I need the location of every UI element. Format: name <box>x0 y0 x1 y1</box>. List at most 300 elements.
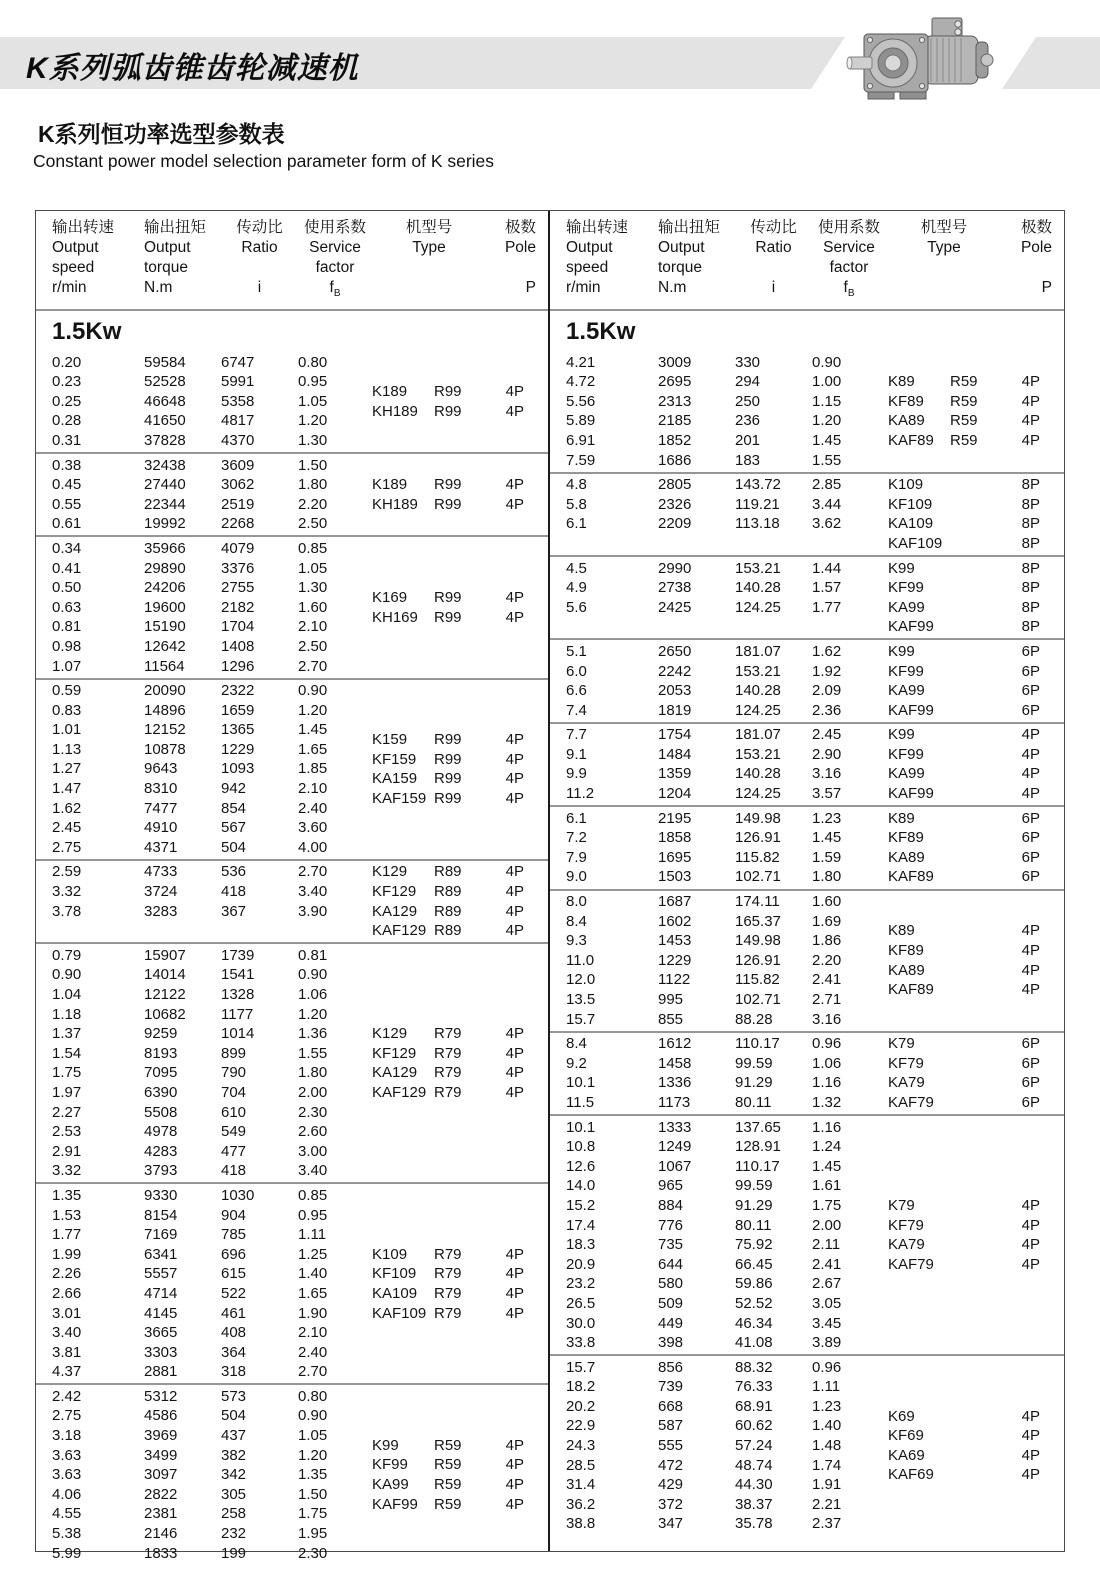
model-name: KF89 <box>888 829 924 847</box>
ratio-value: 41.08 <box>735 1334 773 1352</box>
type-row <box>372 1245 524 1265</box>
table-row <box>52 431 372 451</box>
torque-value: 3009 <box>658 353 692 371</box>
table-row <box>52 965 372 985</box>
pole-value: 6P <box>1021 662 1040 680</box>
model-suffix: R59 <box>434 1436 462 1454</box>
pole-value: 6P <box>1021 829 1040 847</box>
torque-value: 3097 <box>144 1466 178 1484</box>
ratio-value: 2519 <box>221 495 255 513</box>
table-row <box>566 701 888 721</box>
table-row <box>52 799 372 819</box>
speed-value: 2.91 <box>52 1142 82 1160</box>
factor-value: 1.15 <box>812 392 842 410</box>
factor-value: 1.11 <box>298 1226 327 1244</box>
speed-value: 14.0 <box>566 1177 596 1195</box>
column-header-pole <box>486 218 548 304</box>
header-label: torque <box>658 259 702 276</box>
table-row <box>52 1323 372 1343</box>
data-rows <box>550 475 888 553</box>
model-name: KF159 <box>372 750 417 768</box>
header-label: 输出扭矩 <box>658 219 721 236</box>
factor-value: 1.05 <box>298 392 328 410</box>
model-name: KF89 <box>888 942 924 960</box>
model-name: KAF109 <box>372 1304 427 1322</box>
header-unit: r/min <box>566 279 601 296</box>
speed-value: 11.2 <box>566 785 595 803</box>
ratio-value: 5358 <box>221 392 255 410</box>
column-header-torque <box>658 218 735 304</box>
header-unit: P <box>1041 279 1052 296</box>
speed-value: 38.8 <box>566 1515 596 1533</box>
torque-value: 4586 <box>144 1407 178 1425</box>
table-row <box>52 1504 372 1524</box>
ratio-value: 1093 <box>221 760 255 778</box>
ratio-value: 1177 <box>221 1005 254 1023</box>
ratio-value: 899 <box>221 1044 247 1062</box>
ratio-value: 99.59 <box>735 1054 773 1072</box>
pole-value: 4P <box>1021 1255 1040 1273</box>
header-unit <box>886 278 1002 298</box>
torque-value: 776 <box>658 1216 684 1234</box>
type-row <box>888 1093 1040 1113</box>
model-name: KA109 <box>888 515 934 533</box>
model-name: KH169 <box>372 608 418 626</box>
torque-value: 1173 <box>658 1093 691 1111</box>
type-row <box>888 392 1040 412</box>
table-row <box>566 372 888 392</box>
pole-value: 4P <box>505 1064 524 1082</box>
pole-value: 8P <box>1021 579 1040 597</box>
speed-value: 1.97 <box>52 1083 82 1101</box>
torque-value: 6341 <box>144 1245 178 1263</box>
torque-value: 735 <box>658 1236 684 1254</box>
speed-value: 9.3 <box>566 932 587 950</box>
factor-value: 1.06 <box>812 1054 842 1072</box>
ratio-value: 4817 <box>221 412 255 430</box>
torque-value: 2425 <box>658 598 692 616</box>
speed-value: 8.0 <box>566 893 587 911</box>
type-list <box>888 809 1064 887</box>
column-header-type <box>886 218 1002 304</box>
header-label: Ratio <box>755 239 792 256</box>
speed-value: 18.3 <box>566 1236 596 1254</box>
table-row <box>566 828 888 848</box>
model-suffix: R59 <box>434 1495 462 1513</box>
speed-value: 0.59 <box>52 682 82 700</box>
model-name: K99 <box>888 642 915 660</box>
data-rows <box>550 559 888 637</box>
model-name: KF69 <box>888 1427 924 1445</box>
pole-value: 6P <box>1021 1054 1040 1072</box>
torque-value: 398 <box>658 1334 684 1352</box>
speed-value: 11.0 <box>566 951 595 969</box>
table-row <box>566 1137 888 1157</box>
model-name: K99 <box>888 726 915 744</box>
header-label <box>372 258 486 278</box>
model-suffix: R99 <box>434 476 462 494</box>
header-label <box>221 258 298 278</box>
torque-value: 2881 <box>144 1363 178 1381</box>
factor-value: 2.85 <box>812 476 842 494</box>
ratio-value: 4079 <box>221 539 255 557</box>
torque-value: 1204 <box>658 785 692 803</box>
speed-value: 12.0 <box>566 971 596 989</box>
speed-value: 26.5 <box>566 1294 596 1312</box>
table-row <box>566 990 888 1010</box>
torque-value: 9643 <box>144 760 178 778</box>
speed-value: 0.45 <box>52 476 82 494</box>
ratio-value: 183 <box>735 451 761 469</box>
torque-value: 3499 <box>144 1446 178 1464</box>
model-suffix: R99 <box>434 750 462 768</box>
ratio-value: 140.28 <box>735 579 781 597</box>
model-name: KAF99 <box>888 701 934 719</box>
torque-value: 2195 <box>658 809 692 827</box>
header-label: 机型号 <box>920 219 968 236</box>
data-rows <box>36 353 372 451</box>
torque-value: 41650 <box>144 412 186 430</box>
torque-value: 1249 <box>658 1138 692 1156</box>
type-row <box>372 1083 524 1103</box>
speed-value: 0.23 <box>52 373 82 391</box>
speed-value: 0.41 <box>52 559 82 577</box>
table-row <box>52 1005 372 1025</box>
factor-value: 2.09 <box>812 682 842 700</box>
type-row <box>372 789 524 809</box>
torque-value: 2805 <box>658 476 692 494</box>
model-suffix: R79 <box>434 1304 462 1322</box>
pole-value: 4P <box>1021 1196 1040 1214</box>
torque-value: 37828 <box>144 431 186 449</box>
type-row <box>888 617 1040 637</box>
torque-value: 1458 <box>658 1054 692 1072</box>
ratio-value: 1229 <box>221 740 255 758</box>
type-list <box>888 1358 1064 1534</box>
pole-value: 8P <box>1021 559 1040 577</box>
power-rating-label: 1.5Kw <box>566 318 636 346</box>
speed-value: 0.83 <box>52 701 82 719</box>
column-header-torque <box>144 218 221 304</box>
speed-value: 12.6 <box>566 1157 596 1175</box>
factor-value: 0.80 <box>298 1387 328 1405</box>
ratio-value: 124.25 <box>735 598 781 616</box>
torque-value: 4733 <box>144 863 178 881</box>
column-header-row <box>550 211 1064 311</box>
model-name: KAF99 <box>372 1495 418 1513</box>
table-row <box>52 392 372 412</box>
table-row <box>566 970 888 990</box>
table-row <box>52 1465 372 1485</box>
factor-value: 1.80 <box>298 476 328 494</box>
table-row <box>566 1118 888 1138</box>
type-row <box>888 941 1040 961</box>
model-name: KF79 <box>888 1216 924 1234</box>
ratio-value: 567 <box>221 819 247 837</box>
torque-value: 429 <box>658 1476 684 1494</box>
pole-value: 4P <box>1021 1216 1040 1234</box>
ratio-value: 1030 <box>221 1186 255 1204</box>
data-rows <box>550 642 888 720</box>
torque-value: 449 <box>658 1314 684 1332</box>
type-row <box>372 750 524 770</box>
speed-value: 7.9 <box>566 848 587 866</box>
header-label: 输出转速 <box>566 219 629 236</box>
model-name: K89 <box>888 809 915 827</box>
ratio-value: 1328 <box>221 986 255 1003</box>
header-unit <box>372 278 486 298</box>
model-name: KF99 <box>888 662 924 680</box>
data-rows <box>36 681 372 857</box>
speed-value: 0.25 <box>52 392 82 410</box>
torque-value: 52528 <box>144 373 186 391</box>
table-row <box>52 818 372 838</box>
speed-value: 9.9 <box>566 765 587 783</box>
ratio-value: 236 <box>735 412 761 430</box>
torque-value: 9330 <box>144 1186 178 1204</box>
factor-value: 1.95 <box>298 1525 328 1543</box>
model-name: KAF99 <box>888 618 934 636</box>
ratio-value: 60.62 <box>735 1417 773 1435</box>
table-row <box>52 1485 372 1505</box>
torque-value: 12642 <box>144 637 186 655</box>
ratio-value: 1659 <box>221 701 255 719</box>
model-suffix: R59 <box>434 1456 462 1474</box>
torque-value: 2053 <box>658 682 692 700</box>
model-name: K159 <box>372 731 408 749</box>
speed-value: 1.07 <box>52 657 82 675</box>
speed-value: 2.66 <box>52 1284 82 1302</box>
speed-value: 11.5 <box>566 1093 595 1111</box>
header-label: factor <box>829 259 869 276</box>
model-name: KAF129 <box>372 922 427 940</box>
model-group <box>550 474 1064 557</box>
table-row <box>566 1073 888 1093</box>
factor-value: 1.32 <box>812 1093 842 1111</box>
torque-value: 2381 <box>144 1505 178 1523</box>
pole-value: 4P <box>505 1304 524 1322</box>
torque-value: 3283 <box>144 902 178 920</box>
torque-value: 19992 <box>144 515 186 533</box>
speed-value: 0.81 <box>52 618 82 636</box>
torque-value: 10682 <box>144 1005 186 1023</box>
torque-value: 10878 <box>144 740 186 758</box>
speed-value: 3.81 <box>52 1343 82 1361</box>
ratio-value: 2755 <box>221 579 255 597</box>
ratio-value: 66.45 <box>735 1255 773 1273</box>
table-row <box>566 1010 888 1030</box>
type-list <box>372 1387 548 1563</box>
factor-value: 0.85 <box>298 539 328 557</box>
factor-value: 1.05 <box>298 1427 328 1445</box>
table-row <box>52 372 372 392</box>
type-list <box>888 725 1064 803</box>
pole-value: 4P <box>505 731 524 749</box>
factor-value: 1.74 <box>812 1456 842 1474</box>
table-row <box>566 1495 888 1515</box>
torque-value: 7095 <box>144 1064 178 1082</box>
model-group <box>550 807 1064 890</box>
model-name: K79 <box>888 1196 915 1214</box>
pole-value: 4P <box>505 902 524 920</box>
table-row <box>52 353 372 373</box>
header-label: Service <box>823 239 875 256</box>
ratio-value: 110.17 <box>735 1035 780 1053</box>
ratio-value: 153.21 <box>735 559 781 577</box>
header-label: Output <box>658 239 705 256</box>
model-name: K79 <box>888 1035 915 1053</box>
ratio-value: 610 <box>221 1103 247 1121</box>
type-row <box>372 769 524 789</box>
ratio-value: 5991 <box>221 373 255 391</box>
table-row <box>52 902 372 922</box>
table-row <box>52 701 372 721</box>
pole-value: 4P <box>505 1495 524 1513</box>
factor-value: 2.40 <box>298 1343 328 1361</box>
type-row <box>888 1235 1040 1255</box>
model-name: KAF89 <box>888 431 934 449</box>
torque-value: 59584 <box>144 353 186 371</box>
table-row <box>566 725 888 745</box>
model-name: KAF89 <box>888 981 934 999</box>
pole-value: 6P <box>1021 1074 1040 1092</box>
table-row <box>52 1206 372 1226</box>
pole-value: 6P <box>1021 1035 1040 1053</box>
pole-value: 8P <box>1021 515 1040 533</box>
type-row <box>888 1446 1040 1466</box>
model-name: KF89 <box>888 392 924 410</box>
type-row <box>372 1495 524 1515</box>
factor-value: 2.10 <box>298 1324 328 1342</box>
table-row <box>52 1362 372 1382</box>
torque-value: 2695 <box>658 373 692 391</box>
pole-value: 8P <box>1021 534 1040 552</box>
speed-value: 0.63 <box>52 598 82 616</box>
ratio-value: 113.18 <box>735 515 780 533</box>
speed-value: 2.75 <box>52 838 82 856</box>
table-row <box>566 848 888 868</box>
torque-value: 1695 <box>658 848 692 866</box>
type-row <box>372 862 524 882</box>
header-label: speed <box>566 259 609 276</box>
factor-value: 3.00 <box>298 1142 328 1160</box>
factor-value: 3.89 <box>812 1334 842 1352</box>
torque-value: 4283 <box>144 1142 178 1160</box>
torque-value: 4145 <box>144 1304 178 1322</box>
ratio-value: 367 <box>221 902 247 920</box>
gear-reducer-photo <box>846 6 1008 110</box>
table-row <box>566 662 888 682</box>
data-rows <box>36 539 372 676</box>
model-name: KA89 <box>888 412 925 430</box>
model-group <box>36 861 548 944</box>
torque-value: 2650 <box>658 642 692 660</box>
torque-value: 8310 <box>144 780 178 798</box>
table-row <box>52 1044 372 1064</box>
speed-value: 33.8 <box>566 1334 596 1352</box>
speed-value: 7.4 <box>566 701 587 719</box>
type-row <box>372 882 524 902</box>
type-list <box>372 353 548 451</box>
ratio-value: 1408 <box>221 637 255 655</box>
data-rows <box>36 862 372 940</box>
header-label <box>486 258 536 278</box>
ratio-value: 57.24 <box>735 1437 773 1455</box>
type-row <box>888 921 1040 941</box>
factor-value: 2.20 <box>298 495 328 513</box>
type-row <box>372 475 524 495</box>
factor-value: 1.57 <box>812 579 842 597</box>
speed-value: 9.1 <box>566 745 587 763</box>
speed-value: 4.55 <box>52 1505 82 1523</box>
speed-value: 0.90 <box>52 966 82 984</box>
table-row <box>52 1142 372 1162</box>
factor-value: 3.40 <box>298 1162 328 1180</box>
header-label: 输出扭矩 <box>144 219 207 236</box>
factor-value: 2.00 <box>298 1083 328 1101</box>
speed-value: 0.31 <box>52 431 82 449</box>
header-label: Pole <box>504 239 536 256</box>
factor-value: 2.30 <box>298 1544 328 1562</box>
type-row <box>888 372 1040 392</box>
table-row <box>52 637 372 657</box>
table-row <box>566 1157 888 1177</box>
table-row <box>52 1426 372 1446</box>
header-label: 使用系数 <box>817 219 880 236</box>
torque-value: 4371 <box>144 838 178 856</box>
factor-value: 1.85 <box>298 760 328 778</box>
factor-value: 1.60 <box>298 598 328 616</box>
speed-value: 7.59 <box>566 451 596 469</box>
type-row <box>888 681 1040 701</box>
speed-value: 3.63 <box>52 1466 82 1484</box>
table-row <box>52 539 372 559</box>
model-name: KF99 <box>888 745 924 763</box>
header-unit: $f_B$ <box>329 279 341 300</box>
pole-value: 4P <box>505 750 524 768</box>
ratio-value: 330 <box>735 353 761 371</box>
factor-value: 3.90 <box>298 902 328 920</box>
model-group <box>550 1356 1064 1535</box>
table-row <box>52 617 372 637</box>
model-name: KH189 <box>372 495 418 513</box>
torque-value: 1602 <box>658 912 692 930</box>
ratio-value: 461 <box>221 1304 247 1322</box>
model-name: KA69 <box>888 1446 925 1464</box>
table-row <box>52 1186 372 1206</box>
table-row <box>52 475 372 495</box>
pole-value: 4P <box>1021 412 1040 430</box>
speed-value: 13.5 <box>566 991 596 1008</box>
factor-value: 1.16 <box>812 1118 842 1136</box>
torque-value: 14014 <box>144 966 186 984</box>
torque-value: 2209 <box>658 515 692 533</box>
type-row <box>888 1034 1040 1054</box>
torque-value: 15907 <box>144 946 186 964</box>
table-row <box>52 598 372 618</box>
type-row <box>372 402 524 422</box>
pole-value: 8P <box>1021 495 1040 513</box>
model-suffix: R99 <box>434 731 462 749</box>
header-label: 传动比 <box>236 219 283 236</box>
torque-value: 14896 <box>144 701 186 719</box>
pole-value: 4P <box>505 883 524 901</box>
pole-value: 4P <box>1021 961 1040 979</box>
table-row <box>52 1284 372 1304</box>
speed-value: 6.0 <box>566 662 587 680</box>
pole-value: 4P <box>1021 942 1040 960</box>
pole-value: 4P <box>1021 922 1040 940</box>
